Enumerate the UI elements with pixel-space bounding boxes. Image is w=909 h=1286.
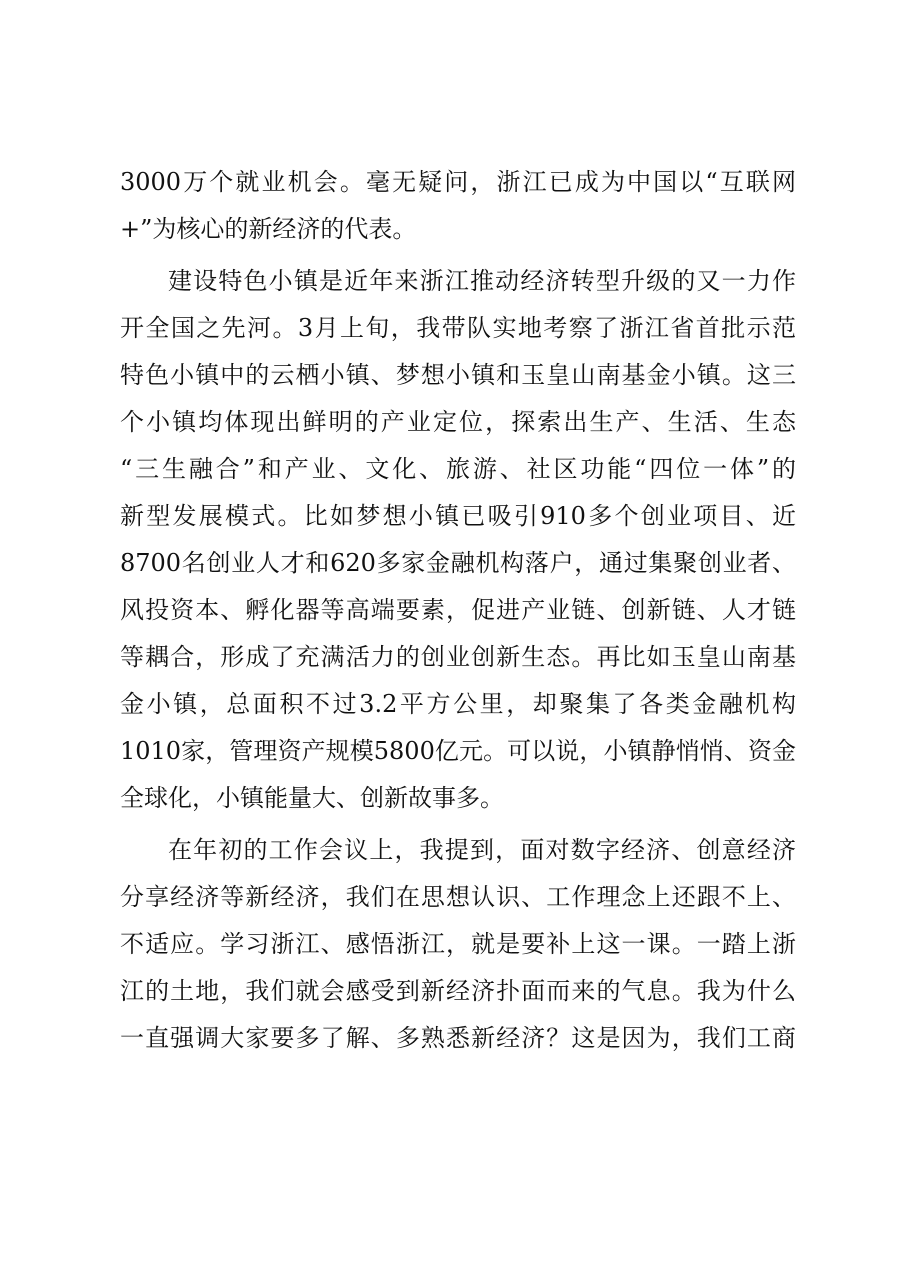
text-line: 等耦合，形成了充满活力的创业创新生态。再比如玉皇山南基 xyxy=(120,643,796,671)
text-line: +”为核心的新经济的代表。 xyxy=(120,215,417,243)
text-line: 江的土地，我们就会感受到新经济扑面而来的气息。我为什么 xyxy=(120,977,796,1005)
text-line: 风投资本、孵化器等高端要素，促进产业链、创新链、人才链 xyxy=(120,596,796,624)
paragraph-first-line: 在年初的工作会议上，我提到，面对数字经济、创意经济 xyxy=(168,836,796,864)
text-line: 金小镇，总面积不过3.2平方公里，却聚集了各类金融机构 xyxy=(120,690,796,718)
text-line: 开全国之先河。3月上旬，我带队实地考察了浙江省首批示范 xyxy=(120,314,796,342)
text-line: 1010家，管理资产规模5800亿元。可以说，小镇静悄悄、资金 xyxy=(120,737,796,765)
text-line: 不适应。学习浙江、感悟浙江，就是要补上这一课。一踏上浙 xyxy=(120,930,796,958)
paragraph-first-line: 建设特色小镇是近年来浙江推动经济转型升级的又一力作 xyxy=(168,267,796,295)
text-line: 分享经济等新经济，我们在思想认识、工作理念上还跟不上、 xyxy=(120,883,796,911)
text-line: 8700名创业人才和620多家金融机构落户，通过集聚创业者、 xyxy=(120,549,796,577)
text-line: 新型发展模式。比如梦想小镇已吸引910多个创业项目、近 xyxy=(120,502,796,530)
text-line: 一直强调大家要多了解、多熟悉新经济？这是因为，我们工商 xyxy=(120,1024,796,1052)
text-line: 3000万个就业机会。毫无疑问，浙江已成为中国以“互联网 xyxy=(120,168,796,196)
text-line: 特色小镇中的云栖小镇、梦想小镇和玉皇山南基金小镇。这三 xyxy=(120,361,796,389)
text-line: “三生融合”和产业、文化、旅游、社区功能“四位一体”的 xyxy=(120,455,796,483)
text-line: 个小镇均体现出鲜明的产业定位，探索出生产、生活、生态 xyxy=(120,408,796,436)
text-line: 全球化，小镇能量大、创新故事多。 xyxy=(120,784,504,812)
